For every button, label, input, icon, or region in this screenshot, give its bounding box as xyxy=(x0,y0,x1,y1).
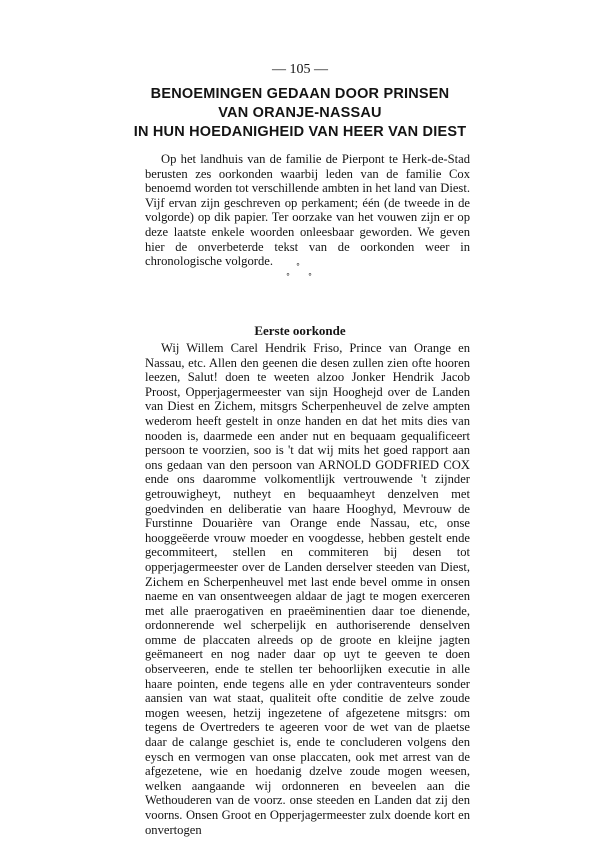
page-title xyxy=(100,85,500,142)
ornament-dot: ° xyxy=(296,262,300,271)
title-line: VAN ORANJE-NASSAU xyxy=(218,105,382,121)
intro-paragraph: Op het landhuis van de familie de Pierpont te Herk-de-Stad berusten zes oorkonden waarbij leden van de familie Cox benoemd worden tot verschillende ambten in het land van Diest. Vijf ervan zijn geschreven op perkament; één (de tweede in de volgorde) op dik papier. Ter oorzake van het vouwen zijn er op deze laatste enkele woorden onleesbaar geworden. We geven hier de onverbeterde tekst van de oorkonden weer in chronologische volgorde. xyxy=(145,152,470,269)
intro-section xyxy=(145,152,470,269)
section-heading: Eerste oorkonde xyxy=(254,323,346,338)
ornament-divider xyxy=(282,262,318,282)
title-line: BENOEMINGEN GEDAAN DOOR PRINSEN xyxy=(150,86,450,102)
title-line: IN HUN HOEDANIGHEID VAN HEER VAN DIEST xyxy=(133,124,467,140)
ornament-dot: ° xyxy=(308,272,312,281)
ornament-dot: ° xyxy=(286,272,290,281)
charter-paragraph: Wij Willem Carel Hendrik Friso, Prince van Orange en Nassau, etc. Allen den geenen die desen zullen zien ofte hooren leezen, Salut! doen te weeten alzoo Jonker Hendrik Jacob Proost, Opperjagermeester van sijn Hooghejd over de Landen van Diest en Zichem, mitsgrs Scherpenheuvel de zelve ampten wederom heeft gestelt in onze handen en dat het mits dies van nooden is, daarmede een ander nut en bequaam gequalificeert persoon te voorzien, soo is 't dat wij mits het goed rapport aan ons gedaan van den persoon van ARNOLD GODFRIED COX ende ons daaromme volkomentlijk vertrouwende 't zijnder getrouwigheyt, nutheyt en bequaamheyt denzelven met goedvinden en deliberatie van haare Hooghyd, Mevrouw de Furstinne Douarière van Orange ende Nassau, etc, onse hooggeëerde vrouw moeder en voogdesse, hebben gestelt ende gecommiteert, stellen en commiteren bij desen tot opperjagermeester over de Landen derselver steeden van Diest, Zichem en Scherpenheuvel met last ende bevel omme in onsen naeme en van onsentweegen aldaar de jagt te mogen exerceren met alle praerogativen en praeëminentien daar toe dienende, ordonnerende wel scherpelijk en authoriserende denselven omme de placcaten alreeds op de groote en kleijne jagten geëmaneert en nog nader daar op uyt te geeven te doen observeeren, ende te stellen ter behoorlijken executie in alle haare pointen, ende tegens alle en yder contraventeurs sonder aansien van wat staat, qualiteit ofte conditie de zelve zoude mogen weesen, hetzij ingezetene of afgezetene mitsgrs: om tegens de Overtreders te ageeren voor de wet van de plaetse daar de calange geschiet is, ende te concluderen volgens den eysch en vermogen van onse placcaten, ook met arrest van de afgezetene, wie en hoedanig dzelve zoude mogen weesen, welken aangaande wij ordonneren en beveelen aan die Wethouderen van de voorz. onse steeden en Landen dat zij den voorns. Onsen Groot en Opperjagermeester zulx doende kort en onvertogen xyxy=(145,341,470,837)
charter-text xyxy=(145,341,470,837)
page-number: — 105 — xyxy=(272,62,328,77)
